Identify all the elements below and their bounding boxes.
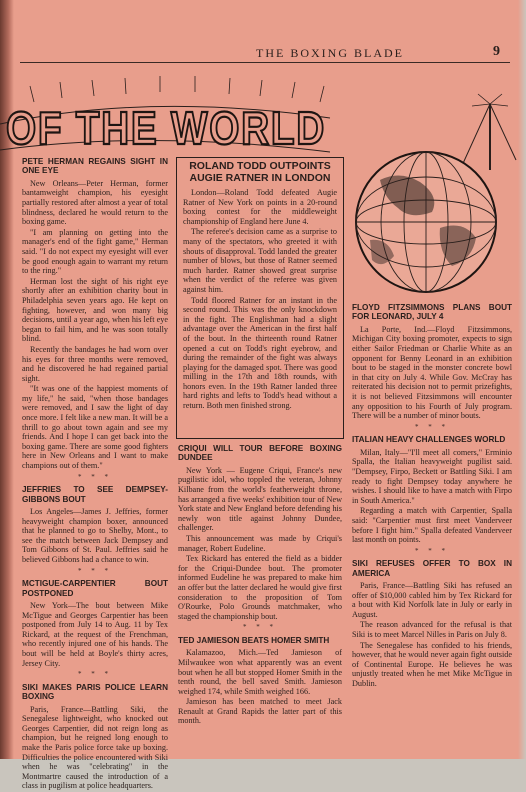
headline-jeffries: JEFFRIES TO SEE DEMPSEY-GIBBONS BOUT — [22, 485, 168, 504]
separator: * * * — [78, 670, 112, 679]
paragraph: La Porte, Ind.—Floyd Fitzsimmons, Michigan City boxing promoter, expects to sign either Sailor Friedman or Charlie White as an opponent for Benny Leonard in an exhibition bout to be staged in the monster concrete bowl in that city on July 4. While Gov. McCray has reiterated his decision not to permit prizefights, it is not believed Fitzsimmons will encounter any opposition to his Fourth of July program. There will be a number of minor bouts. — [352, 324, 512, 421]
separator: * * * — [415, 546, 449, 555]
headline-siki-paris: SIKI MAKES PARIS POLICE LEARN BOXING — [22, 682, 168, 702]
paragraph: This announcement was made by Criqui's manager, Robert Eudeline. — [178, 533, 342, 553]
globe-illustration — [340, 100, 518, 300]
paragraph: The referee's decision came as a surprise to many of the spectators, who greeted it with shouts of disapproval. Todd landed the greater number of blows, but those of Ratner seemed much harder. Ratner showed great surprise when the verdict of the referee was given against him. — [183, 227, 337, 294]
running-head: THE BOXING BLADE — [256, 46, 404, 60]
header-rule — [20, 62, 510, 63]
column-left — [22, 157, 168, 792]
headline-siki-refuses: SIKI REFUSES OFFER TO BOX IN AMERICA — [352, 559, 512, 578]
headline-fitzsimmons: FLOYD FITZSIMMONS PLANS BOUT FOR LEONARD, JULY 4 — [352, 303, 512, 322]
separator: * * * — [78, 472, 112, 481]
paragraph: Paris, France—Battling Siki, the Senegalese lightweight, who knocked out Georges Carpentier, did not reign long as champion, but he reigned long enough to make the Paris police force take up boxing. Difficulties the police encountered with Siki when he was "celebrating" in the Montmartre caused the introduction of a class in pugilism at police headquarters. — [22, 704, 168, 791]
paragraph: New York—The bout between Mike McTigue and Georges Carpentier has been postponed from July 14 to Aug. 11 by Tex Rickard, at the request of the Frenchman, who recently injured one of his hands. The bout will be held at Boyle's thirty acres, Jersey City. — [22, 601, 168, 668]
page-number: 9 — [493, 44, 500, 59]
paragraph: The Senegalese has confided to his friends, however, that he would never again fight outside of Continental Europe. He believes he was unjustly treated when he met Mike McTigue in Dublin. — [352, 640, 512, 689]
paragraph: The reason advanced for the refusal is that Siki is to meet Marcel Nilles in Paris on July 8. — [352, 620, 512, 640]
paragraph: New Orleans—Peter Herman, former bantamweight champion, his eyesight partially restored after almost a year of total blindness, declared he would return to the boxing game. — [22, 178, 168, 227]
paragraph: New York — Eugene Criqui, France's new pugilistic idol, who toppled the veteran, Johnny Kilbane from the world's featherweight throne, has arranged a five weeks' exhibition tour of New York state and New England before defending his newly won title against Johnny Dundee, challenger. — [178, 465, 342, 533]
headline-roland-todd: ROLAND TODD OUTPOINTS AUGIE RATNER IN LONDON — [189, 160, 331, 184]
paragraph: Herman lost the sight of his right eye shortly after an exhibition charity bout in Philadelphia seven years ago. He kept on fighting, however, and won many big decisions, until a year ago, when his left eye began to fail him, and he was soon totally blind. — [22, 276, 168, 344]
paragraph: Kalamazoo, Mich.—Ted Jamieson of Milwaukee won what apparently was an event bout when he all but stopped Homer Smith in the tenth round, the bell saved Smith. Jamieson weighed 174, while Smith weighed 166. — [178, 648, 342, 696]
headline-mctigue: MCTIGUE-CARPENTIER BOUT POSTPONED — [22, 579, 168, 598]
boxed-story — [176, 157, 344, 439]
headline-jamieson: TED JAMIESON BEATS HOMER SMITH — [178, 635, 330, 645]
paragraph: Regarding a match with Carpentier, Spalla said: "Carpentier must first meet Vanderveer before I fight him." Spalla defeated Vanderveer last month on points. — [352, 506, 512, 545]
paragraph: Los Angeles—James J. Jeffries, former heavyweight champion boxer, announced that he planned to go to Shelby, Mont., to see the match between Jack Dempsey and Tom Gibbons of St. Paul. Jeffries said he believed Gibbons had a chance to win. — [22, 507, 168, 564]
separator: * * * — [243, 623, 277, 632]
paragraph: Paris, France—Battling Siki has refused an offer of $10,000 cabled him by Tex Rickard for a bout with Kid Norfolk late in July or early in August. — [352, 581, 512, 619]
paragraph: Tex Rickard has entered the field as a bidder for the Criqui-Dundee bout. The promoter informed Eudeline he was prepared to make him an offer but the latter declared he would give first consideration to the proposition of Tom O'Rourke, Polo Grounds matchmaker, who staged the championship bout. — [178, 554, 342, 621]
paragraph: London—Roland Todd defeated Augie Ratner of New York on points in a 20-round boxing contest for the middleweight championship of England here June 4. — [183, 188, 337, 226]
headline-italian-heavy: ITALIAN HEAVY CHALLENGES WORLD — [352, 435, 506, 445]
column-right — [352, 303, 512, 690]
separator: * * * — [415, 422, 449, 431]
column-middle — [178, 444, 342, 727]
paragraph: "I am planning on getting into the manager's end of the fight game," Herman said. "I do not expect my eyesight will ever be good enough again to warrant my return to the ring." — [22, 227, 168, 276]
banner-title: OF THE WORLD — [6, 102, 326, 154]
paragraph: Recently the bandages he had worn over his eyes for three months were removed, and he discovered he had regained partial sight. — [22, 344, 168, 383]
headline-criqui: CRIQUI WILL TOUR BEFORE BOXING DUNDEE — [178, 444, 342, 463]
paragraph: Milan, Italy—"I'll meet all comers," Erminio Spalla, the Italian heavyweight pugilist said. "Dempsey, Firpo, Beckett or Battling Siki. I am ready to fight Dempsey today anywhere he wishes. I should like to have a match with Firpo in South America." — [352, 447, 512, 505]
paragraph: "It was one of the happiest moments of my life," he said, "when those bandages were removed, and I saw the light of day once more. I felt like a new man. It will be a thrill to go about town again and see my friends. And I hope I can get back into the boxing game. There are some good fighters here in New Orleans and I want to make champions out of them." — [22, 384, 168, 471]
paragraph: Todd floored Ratner for an instant in the second round. This was the only knockdown in the fight. The Englishman had a slight advantage over the American in the first half of the bout. In the thirteenth round Ratner opened a cut on Todd's right eyebrow, and during the remainder of the fight was always playing for the damaged spot. There was good milling in the 17th and 18th rounds, with honors even. In the 19th Ratner landed three hard rights and lefts to Todd's head without a return. Both men finished strong. — [183, 295, 337, 411]
separator: * * * — [78, 566, 112, 575]
paragraph: Jamieson has been matched to meet Jack Renault at Grand Rapids the latter part of this month. — [178, 697, 342, 726]
headline-pete-herman: PETE HERMAN REGAINS SIGHT IN ONE EYE — [22, 157, 168, 176]
